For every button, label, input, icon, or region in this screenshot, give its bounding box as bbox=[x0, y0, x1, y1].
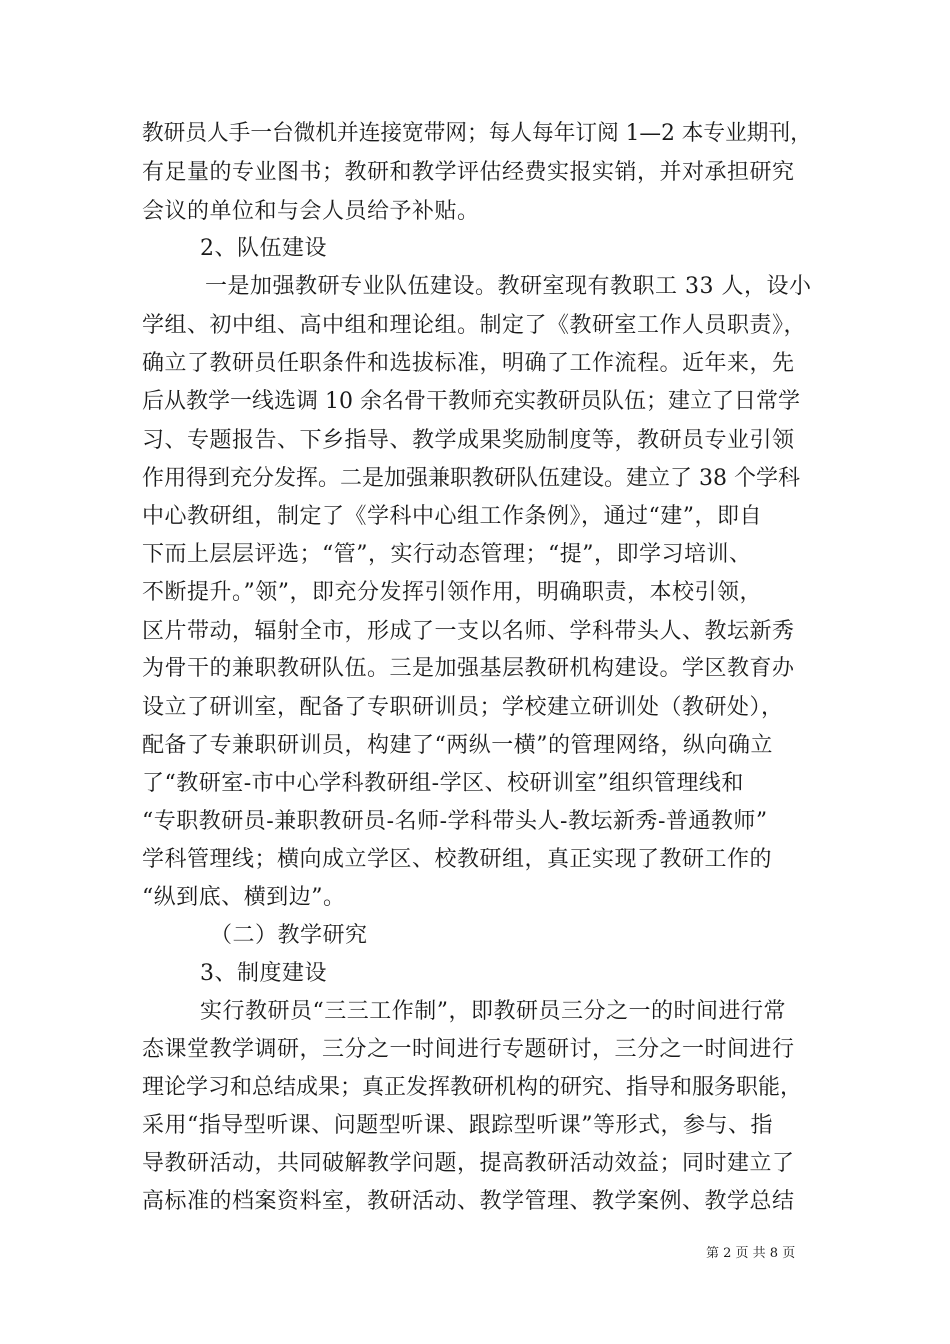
text-line: 中心教研组，制定了《学科中心组工作条例》，通过“建”，即自 bbox=[142, 504, 762, 529]
text-line: 配备了专兼职研训员，构建了“两纵一横”的管理网络，纵向确立 bbox=[142, 733, 773, 758]
text-line: 作用得到充分发挥。二是加强兼职教研队伍建设。建立了 38 个学科 bbox=[142, 466, 800, 491]
text-line: “纵到底、横到边”。 bbox=[142, 885, 346, 910]
text-line: 不断提升。”领”，即充分发挥引领作用，明确职责，本校引领， bbox=[142, 580, 762, 605]
text-line: 区片带动，辐射全市，形成了一支以名师、学科带头人、教坛新秀 bbox=[142, 619, 795, 644]
text-line: 为骨干的兼职教研队伍。三是加强基层教研机构建设。学区教育办 bbox=[142, 656, 795, 681]
text-line: 了“教研室-市中心学科教研组-学区、校研训室”组织管理线和 bbox=[142, 771, 744, 796]
text-line: 下而上层层评选；“管”，实行动态管理；“提”，即学习培训、 bbox=[142, 542, 752, 567]
page-number: 第 2 页 共 8 页 bbox=[706, 1246, 796, 1261]
text-line: 高标准的档案资料室，教研活动、教学管理、教学案例、教学总结 bbox=[142, 1189, 795, 1214]
text-line: 实行教研员“三三工作制”，即教研员三分之一的时间进行常 bbox=[200, 999, 786, 1024]
text-line: 有足量的专业图书；教研和教学评估经费实报实销，并对承担研究 bbox=[142, 160, 795, 185]
text-line: 一是加强教研专业队伍建设。教研室现有教职工 33 人，设小 bbox=[205, 274, 812, 299]
section-heading: （二）教学研究 bbox=[210, 923, 368, 948]
text-line: 会议的单位和与会人员给予补贴。 bbox=[142, 199, 480, 224]
text-line: 设立了研训室，配备了专职研训员；学校建立研训处（教研处）， bbox=[142, 695, 784, 720]
text-line: 采用“指导型听课、问题型听课、跟踪型听课”等形式，参与、指 bbox=[142, 1113, 773, 1138]
text-line: 导教研活动，共同破解教学问题，提高教研活动效益；同时建立了 bbox=[142, 1151, 795, 1176]
text-line: 态课堂教学调研，三分之一时间进行专题研讨，三分之一时间进行 bbox=[142, 1037, 795, 1062]
text-line: 学科管理线；横向成立学区、校教研组，真正实现了教研工作的 bbox=[142, 847, 773, 872]
text-line: 后从教学一线选调 10 余名骨干教师充实教研员队伍；建立了日常学 bbox=[142, 389, 800, 414]
text-line: 教研员人手一台微机并连接宽带网；每人每年订阅 1—2 本专业期刊， bbox=[142, 121, 812, 146]
section-heading: 2、队伍建设 bbox=[200, 236, 327, 261]
text-line: 理论学习和总结成果；真正发挥教研机构的研究、指导和服务职能， bbox=[142, 1075, 803, 1100]
text-line: 确立了教研员任职条件和选拔标准，明确了工作流程。近年来，先 bbox=[142, 351, 795, 376]
section-heading: 3、制度建设 bbox=[200, 961, 327, 986]
text-line: 学组、初中组、高中组和理论组。制定了《教研室工作人员职责》， bbox=[142, 313, 807, 338]
text-line: 习、专题报告、下乡指导、教学成果奖励制度等，教研员专业引领 bbox=[142, 428, 795, 453]
text-line: “专职教研员-兼职教研员-名师-学科带头人-教坛新秀-普通教师” bbox=[142, 809, 768, 834]
